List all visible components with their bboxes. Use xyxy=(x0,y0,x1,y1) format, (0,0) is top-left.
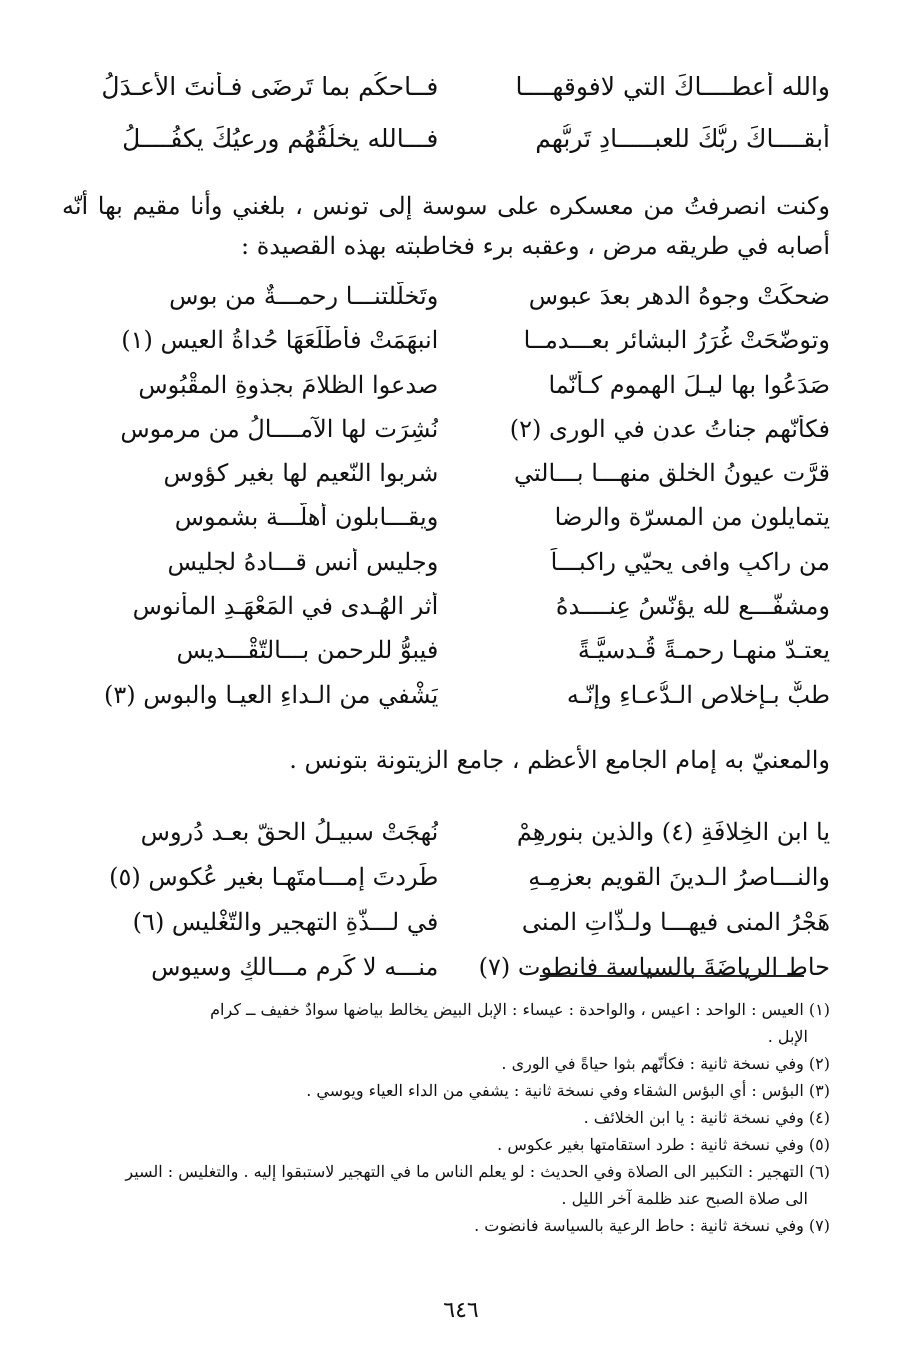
prose-paragraph-intro: وكنت انصرفتُ من معسكره على سوسة إلى تونس ، بلغني وأنا مقيم بها أنّه أصابه في طريقه مرض ، وعقبه برء فخاطبته بهذه القصيدة : xyxy=(62,192,831,260)
footnote-text: (٧) وفي نسخة ثانية : حاط الرعية بالسياسة فانضوت . xyxy=(474,1216,830,1235)
verse-line xyxy=(62,415,830,459)
verse-first-hemistich: ومشفّـــع لله يؤنّسُ عِنــــدهُ xyxy=(555,592,830,621)
footnote xyxy=(62,996,830,1050)
footnote-continuation: الإبل . xyxy=(767,1027,808,1046)
verse-line xyxy=(62,592,830,636)
footnote-divider xyxy=(540,975,804,977)
top-verses xyxy=(62,72,830,176)
verse-first-hemistich: يا ابن الخِلافَةِ (٤) والذين بنورهِمْ xyxy=(516,818,830,846)
footnote-text: (٤) وفي نسخة ثانية : يا ابن الخلائف . xyxy=(583,1108,830,1127)
verse-line xyxy=(62,681,830,725)
prose-paragraph-note: والمعنيّ به إمام الجامع الأعظم ، جامع الزيتونة بتونس . xyxy=(289,746,830,774)
footnote-text: (٥) وفي نسخة ثانية : طرد استقامتها بغير عكوس . xyxy=(497,1135,830,1154)
verse-second-hemistich: نُهجَتْ سبيـلُ الحقّ بعـد دُروسِ xyxy=(140,818,439,846)
verse-second-hemistich: فيبوُّ للرحمنِ بـــالتّقْـــديسِ xyxy=(176,636,439,665)
verse-line xyxy=(62,326,830,370)
poem-continuation xyxy=(62,818,830,998)
footnote-text: (٢) وفي نسخة ثانية : فكأنّهم بثوا حياةً في الورى . xyxy=(501,1054,830,1073)
verse-first-hemistich: هَجْرُ المنى فيهـــا ولـذّاتِ المنى xyxy=(521,908,830,936)
verse-second-hemistich: وجليسِ أنسٍ قـــادهُ لجليسِ xyxy=(167,547,439,576)
footnote-text: (٣) البؤس : أي البؤس الشقاء وفي نسخة ثانية : يشفي من الداء العياء ويوسي . xyxy=(306,1081,830,1100)
footnote-text: (١) العيس : الواحد : اعيس ، والواحدة : عيساء : الإبل البيض يخالط بياضها سوادٌ خفيف ــ كرام xyxy=(210,1000,830,1019)
footnote xyxy=(62,1104,830,1131)
verse-second-hemistich: يَشْفي من الـداءِ العيـا والبوسِ (٣) xyxy=(103,680,439,709)
verse-first-hemistich: طبٌّ بـإخلاصِ الـدُّعـاءِ وإنّـه xyxy=(566,680,830,709)
verse-line xyxy=(62,818,830,863)
verse-first-hemistich: فكأنّهم جناتُ عدنٍ في الورى (٢) xyxy=(509,414,830,443)
footnote-continuation: الى صلاة الصبح عند ظلمة آخر الليل . xyxy=(561,1189,808,1208)
footnote xyxy=(62,1050,830,1077)
verse-line xyxy=(62,548,830,592)
page-number: ٦٤٦ xyxy=(443,1298,479,1323)
verse-line xyxy=(62,72,830,124)
verse-first-hemistich: والله أعطــــاكَ التي لافوقهــــا xyxy=(515,72,830,101)
footnote xyxy=(62,1212,830,1239)
verse-second-hemistich: طَردتَ إمـــامتَهـا بغيرِ عُكوسِ (٥) xyxy=(109,863,439,891)
verse-first-hemistich: صَدَعُوا بها ليـلَ الهموم كـأنّما xyxy=(548,370,830,399)
verse-first-hemistich: يعتـدّ منهـا رحمـةً قُـدسيَّـةً xyxy=(577,636,830,665)
verse-first-hemistich: ضحكَتْ وجوهُ الدهرِ بعدَ عبوسِ xyxy=(528,282,830,310)
verse-second-hemistich: أثر الهُـدى في المَعْهَـدِ المأنوسِ xyxy=(132,592,439,621)
verse-first-hemistich: وتوضّحَتْ غُرَرُ البشائرِ بعـــدمــا xyxy=(523,326,830,355)
verse-first-hemistich: من راكبٍ وافى يحيّي راكبـــاً xyxy=(550,547,830,576)
verse-line xyxy=(62,371,830,415)
verse-line xyxy=(62,124,830,176)
verse-second-hemistich: فــاحكُم بما تَرضَى فـأنتَ الأعـدَلُ xyxy=(101,72,439,101)
verse-line xyxy=(62,282,830,326)
verse-second-hemistich: نُشِرَت لها الآمــــالُ من مرموسِ xyxy=(120,414,439,443)
verse-second-hemistich: شربوا النّعيم لها بغيرِ كؤوسِ xyxy=(163,459,439,488)
footnotes xyxy=(62,996,830,1239)
verse-first-hemistich: والنـــاصرُ الـدينَ القويمِ بعزمِـهِ xyxy=(528,863,830,891)
verse-line xyxy=(62,863,830,908)
verse-first-hemistich: قرَّت عيونُ الخلق منهـــا بـــالتي xyxy=(513,459,830,488)
verse-first-hemistich: أبقــــاكَ ربُّكَ للعبـــــادِ تَربُّهم xyxy=(535,124,830,153)
verse-second-hemistich: صدعوا الظلامَ بجذوةِ المقْبُوسِ xyxy=(138,370,439,399)
verse-line xyxy=(62,636,830,680)
verse-line xyxy=(62,503,830,547)
footnote-text: (٦) التهجير : التكبير الى الصلاة وفي الحديث : لو يعلم الناس ما في التهجير لاستبقوا إليه . والتغليس : السير xyxy=(125,1162,830,1181)
verse-second-hemistich: منـــه لا كَرم مـــالكٍ وسيوسِ xyxy=(151,953,439,981)
verse-second-hemistich: في لـــذّةِ التهجير والتّغْليسِ (٦) xyxy=(132,908,439,936)
footnote xyxy=(62,1077,830,1104)
verse-second-hemistich: ويقـــابلون أهلّـــة بشموسِ xyxy=(174,503,439,532)
verse-first-hemistich: يتمايلون من المسرّة والرضا xyxy=(554,503,830,532)
verse-first-hemistich: حاط الرياضَةَ بالسياسة فانطوت (٧) xyxy=(478,953,830,981)
verse-line xyxy=(62,908,830,953)
verse-second-hemistich: وتَخلّلتنـــا رحمـــةٌ من بوسِ xyxy=(169,282,439,310)
verse-line xyxy=(62,459,830,503)
verse-second-hemistich: انبهَمَتْ فأطْلَعَهَا حُداةُ العيسِ (١) xyxy=(121,326,439,355)
footnote xyxy=(62,1158,830,1212)
verse-second-hemistich: فـــالله يخلُقُهُم ورعيُكَ يكفُــــلُ xyxy=(122,124,439,153)
poem-qasida xyxy=(62,282,830,725)
footnote xyxy=(62,1131,830,1158)
